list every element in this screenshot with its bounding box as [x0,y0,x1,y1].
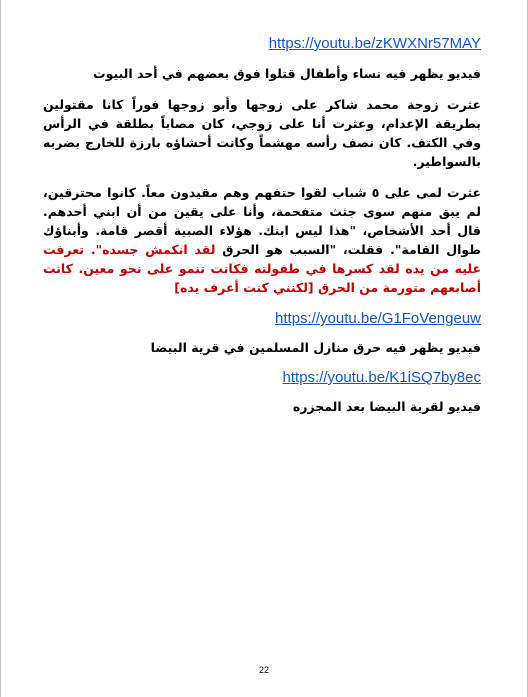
video-caption-2: فيديو يظهر فيه حرق منازل المسلمين في قرية البيضا [150,340,481,355]
page-number: 22 [258,665,269,675]
youtube-link-2[interactable]: https://youtu.be/G1FoVengeuw [275,310,481,327]
testimony-paragraph-2-text: عثرت لمى على ٥ شباب لقوا حتفهم وهم مقيدون معاً. كانوا محترقين، لم يبق منهم سوى جثث متفحمة، وأنا على يقين من أن ابني أحدهم. قال أحد الأشخاص، "هذا ليس ابنك. هؤلاء الصبية أقصر قامة. وأبناؤك طوال القامة". فقلت، "السبب هو الحرق [43,185,482,257]
video-caption-3: فيديو لقرية البيضا بعد المجزره [292,399,481,414]
testimony-paragraph-1: عثرت زوجة محمد شاكر على زوجها وأبو زوجها فوراً كانا مقتولين بطريقة الإعدام، وعثرت أنا على زوجي، كان مصاباً بطلقة في الرأس وفي الكتف. كان نصف رأسه مهشماً وكانت أحشاؤه بارزة للخارج بضربه بالسواطير. [43,97,481,169]
youtube-link-3[interactable]: https://youtu.be/K1iSQ7by8ec [282,369,481,386]
testimony-paragraph-2-highlight: لقد انكمش جسده". تعرفت عليه من يده لقد كسرها في طفولته فكانت تنمو على نحو معين. كانت أصابعهم متورمة من الحرق [لكنني كنت أعرف يده] [43,242,481,295]
page-content [43,34,481,417]
youtube-link-1[interactable]: https://youtu.be/zKWXNr57MAY [268,35,481,52]
video-caption-1: فيديو يظهر فيه نساء وأطفال قتلوا فوق بعضهم في أحد البيوت [93,66,481,81]
testimony-paragraph-2 [43,183,481,297]
